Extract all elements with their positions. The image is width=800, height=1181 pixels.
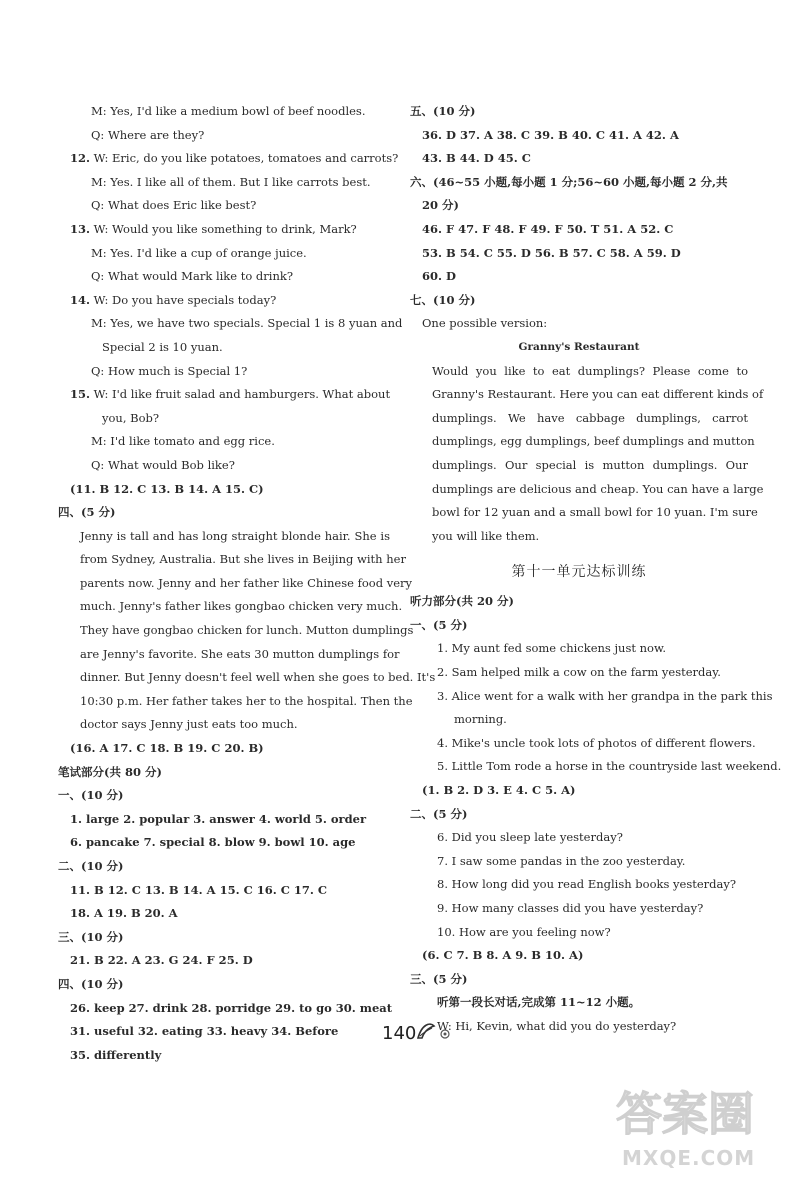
page-number: 140 [382, 1023, 417, 1044]
section-heading: 二、(5 分) [410, 806, 468, 821]
essay-line: dumplings are delicious and cheap. You can have a large [432, 481, 764, 496]
answer-key: 11. B 12. C 13. B 14. A 15. C 16. C 17. C [70, 882, 328, 897]
dialogue-line [58, 407, 390, 431]
listening-item: 5. Little Tom rode a horse in the countryside last weekend. [437, 759, 782, 774]
essay-line: Would you like to eat dumplings? Please come to [432, 363, 748, 378]
answer-key: 46. F 47. F 48. F 49. F 50. T 51. A 52. C [422, 221, 674, 236]
dialogue-text: M: Yes. I like all of them. But I like carrots best. [91, 174, 371, 189]
section-heading: 三、(5 分) [410, 971, 468, 986]
passage-line: dinner. But Jenny doesn't feel well when she goes to bed. It's [80, 670, 436, 685]
dialogue-text: Q: Where are they? [91, 127, 205, 142]
dialogue-line [58, 147, 399, 171]
dialogue-line: W: Hi, Kevin, what did you do yesterday? [437, 1018, 677, 1033]
dialogue-text: Q: How much is Special 1? [91, 363, 248, 378]
unit-title: 第十一单元达标训练 [511, 564, 647, 581]
intro-text: One possible version: [422, 316, 548, 331]
question-number: 15. [70, 387, 91, 402]
dialogue-line [58, 289, 390, 313]
section-heading: 笔试部分(共 80 分) [58, 764, 162, 779]
answer-key: 26. keep 27. drink 28. porridge 29. to go 30. meat [70, 1000, 393, 1015]
answer-key: (1. B 2. D 3. E 4. C 5. A) [422, 783, 576, 798]
answer-key: 60. D [422, 269, 456, 284]
listening-item: 8. How long did you read English books yesterday? [437, 877, 737, 892]
section-heading: 六、(46~55 小题,每小题 1 分;56~60 小题,每小题 2 分,共 [410, 174, 728, 189]
answer-key: (6. C 7. B 8. A 9. B 10. A) [422, 948, 584, 963]
dialogue-line [58, 124, 390, 148]
essay-line: dumplings. We have cabbage dumplings, carrot [432, 410, 748, 425]
dialogue-text: M: Yes, I'd like a medium bowl of beef noodles. [91, 104, 366, 118]
instruction-text: 听第一段长对话,完成第 11~12 小题。 [437, 995, 641, 1010]
section-heading: 四、(5 分) [58, 505, 116, 520]
section-heading: 三、(10 分) [58, 929, 124, 944]
answer-key: 35. differently [70, 1047, 162, 1062]
listening-item: 3. Alice went for a walk with her grandpa in the park this [437, 688, 773, 703]
essay-title: Granny's Restaurant [518, 340, 640, 353]
dialogue-line [58, 194, 390, 218]
dialogue-line [58, 430, 390, 454]
listening-item: 4. Mike's uncle took lots of photos of different flowers. [437, 735, 756, 750]
question-number: 14. [70, 292, 91, 307]
passage-line: from Sydney, Australia. But she lives in Beijing with her [80, 552, 406, 567]
section-heading: 五、(10 分) [410, 104, 476, 118]
answer-key: 6. pancake 7. special 8. blow 9. bowl 10. age [70, 835, 356, 850]
section-heading: 四、(10 分) [58, 976, 124, 991]
dialogue-text: you, Bob? [102, 410, 160, 425]
dialogue-text: Q: What would Bob like? [91, 457, 235, 472]
answer-key: 18. A 19. B 20. A [70, 906, 178, 921]
passage-line: parents now. Jenny and her father like Chinese food very [80, 575, 413, 590]
section-heading: 一、(10 分) [58, 788, 124, 803]
dialogue-text: M: Yes. I'd like a cup of orange juice. [91, 245, 307, 260]
dialogue-text: W: I'd like fruit salad and hamburgers. What about [93, 387, 391, 402]
essay-line: dumplings. Our special is mutton dumplings. Our [432, 457, 748, 472]
section-heading: 二、(10 分) [58, 859, 124, 873]
dialogue-line [58, 383, 390, 407]
listening-item: 6. Did you sleep late yesterday? [437, 830, 623, 845]
answer-key: 21. B 22. A 23. G 24. F 25. D [70, 953, 253, 968]
dialogue-line [58, 312, 403, 336]
dialogue-line [58, 360, 390, 384]
listening-item: 2. Sam helped milk a cow on the farm yesterday. [437, 665, 721, 680]
essay-line: you will like them. [432, 528, 540, 543]
passage-line: are Jenny's favorite. She eats 30 mutton dumplings for [80, 646, 400, 661]
dialogue-text: Special 2 is 10 yuan. [102, 339, 223, 354]
essay-line: bowl for 12 yuan and a small bowl for 10 yuan. I'm sure [432, 505, 758, 520]
listening-item: 1. My aunt fed some chickens just now. [437, 641, 667, 656]
dialogue-line [58, 478, 390, 502]
section-heading: 七、(10 分) [410, 292, 476, 307]
passage-line: much. Jenny's father likes gongbao chicken very much. [80, 599, 403, 614]
listening-item: 7. I saw some pandas in the zoo yesterday. [437, 853, 686, 868]
section-heading: 20 分) [422, 198, 459, 213]
leaf-ornament-icon [414, 1018, 454, 1044]
dialogue-text: (11. B 12. C 13. B 14. A 15. C) [70, 481, 264, 496]
dialogue-line [58, 454, 390, 478]
passage-line: Jenny is tall and has long straight blonde hair. She is [80, 528, 390, 543]
right-column [410, 100, 782, 1039]
dialogue-line [58, 336, 390, 360]
listening-item: 9. How many classes did you have yesterday? [437, 901, 704, 915]
answer-key: 53. B 54. C 55. D 56. B 57. C 58. A 59. D [422, 245, 681, 260]
essay-paragraph [410, 360, 764, 549]
passage-line: doctor says Jenny just eats too much. [80, 717, 298, 732]
watermark-logo [612, 1080, 782, 1144]
dialogue-text: M: Yes, we have two specials. Special 1 is 8 yuan and [91, 316, 403, 331]
dialogue-text: W: Would you like something to drink, Mark? [93, 221, 357, 236]
dialogue-line [58, 218, 390, 242]
essay-line: dumplings, egg dumplings, beef dumplings and mutton [432, 434, 755, 449]
answer-key: (16. A 17. C 18. B 19. C 20. B) [70, 741, 264, 756]
dialogue-line [58, 242, 390, 266]
answer-key: 1. large 2. popular 3. answer 4. world 5. order [70, 811, 367, 826]
dialogue-line [58, 265, 390, 289]
answer-key: 43. B 44. D 45. C [422, 151, 531, 166]
essay-line: Granny's Restaurant. Here you can eat different kinds of [432, 387, 764, 402]
dialogue-line [58, 100, 390, 124]
section-heading: 听力部分(共 20 分) [410, 594, 514, 609]
section-heading: 一、(5 分) [410, 617, 468, 632]
passage-line: They have gongbao chicken for lunch. Mutton dumplings [80, 623, 414, 638]
answer-key: 36. D 37. A 38. C 39. B 40. C 41. A 42. A [422, 127, 679, 142]
dialogue-line [58, 171, 390, 195]
listening-item: 10. How are you feeling now? [437, 924, 611, 939]
question-number: 12. [70, 151, 91, 166]
answer-key: 31. useful 32. eating 33. heavy 34. Before [70, 1024, 339, 1039]
dialogue-text: W: Eric, do you like potatoes, tomatoes and carrots? [93, 151, 399, 166]
dialogue-text: Q: What would Mark like to drink? [91, 269, 294, 284]
question-number: 13. [70, 221, 91, 236]
passage-line: 10:30 p.m. Her father takes her to the hospital. Then the [80, 693, 413, 708]
listening-item: morning. [454, 712, 507, 727]
watermark-url: MXQE.COM [622, 1146, 756, 1170]
dialogue-text: W: Do you have specials today? [93, 292, 277, 307]
watermark-text: 答案圈 [616, 1087, 754, 1141]
passage-paragraph [58, 525, 436, 737]
dialogue-text: Q: What does Eric like best? [91, 198, 257, 213]
dialogue-text: M: I'd like tomato and egg rice. [91, 434, 275, 449]
